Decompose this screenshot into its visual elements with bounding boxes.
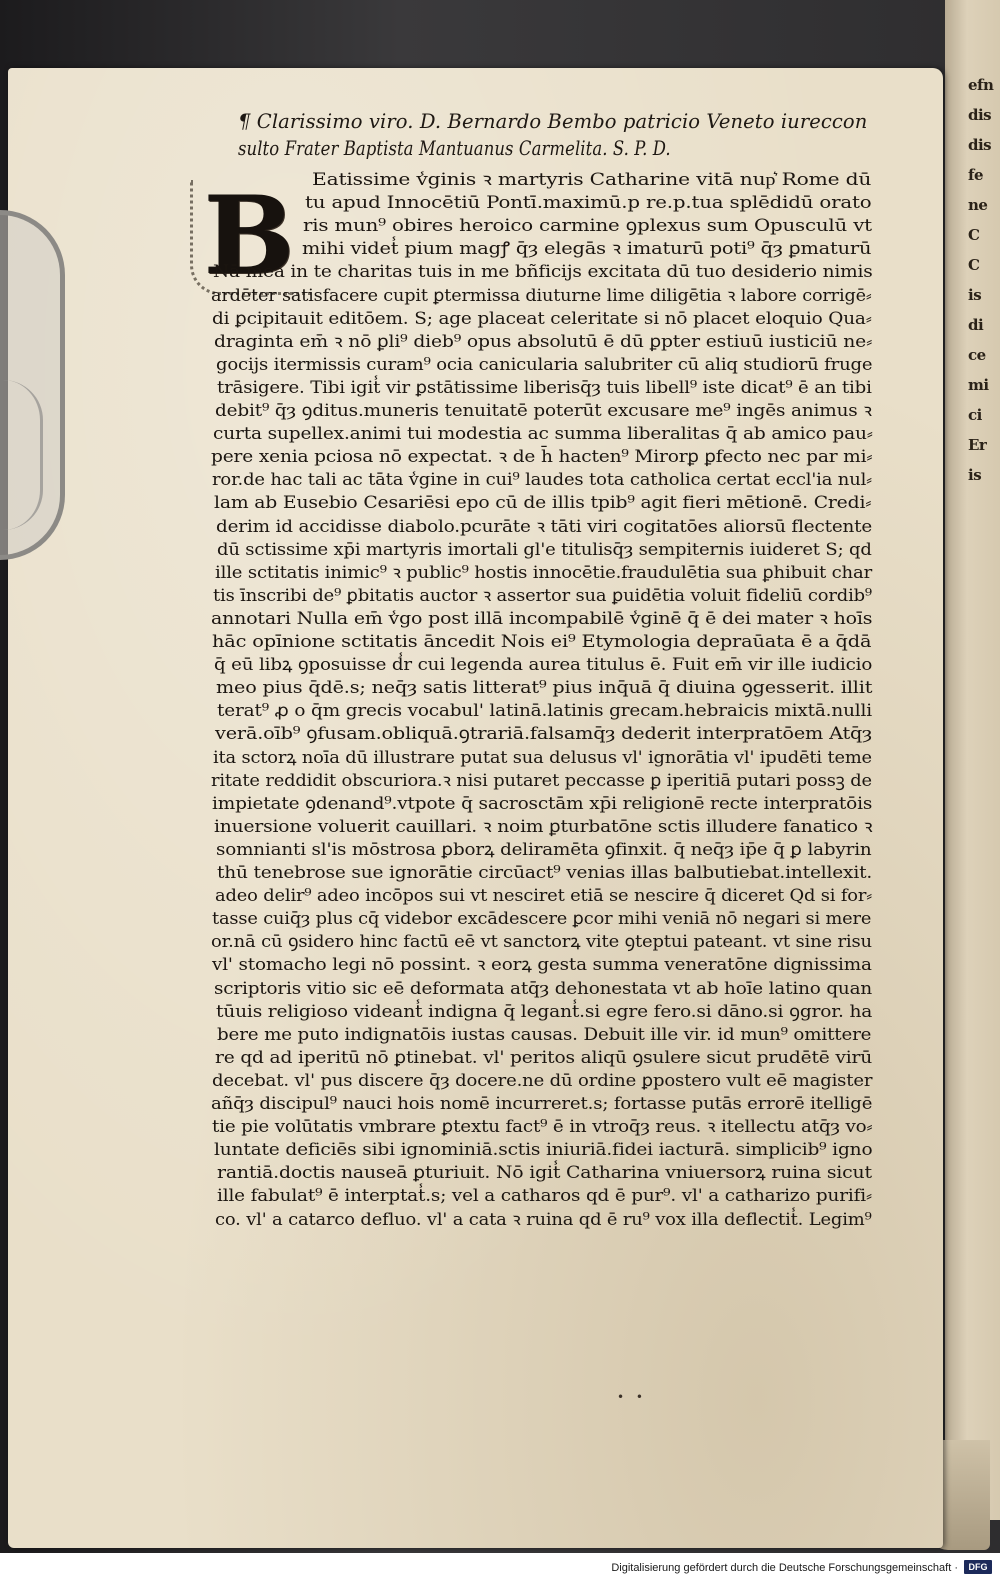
text-line: tis īnscribi de⁹ ꝑbitatis auctor ꝛ assertor sua ꝑuidētia voluit fideliū cordib⁹ bbox=[213, 585, 872, 606]
text-line: impietate ꝯdenand⁹.vtpote q̄ sacrosctām xp̄i religionē recte interpratōis bbox=[212, 793, 873, 814]
facing-page-fragment: is bbox=[968, 466, 982, 484]
text-line: decebat. vl' pus discere q̄ȝ docere.ne dū ordine ꝑpostero vult eē magister bbox=[212, 1070, 873, 1091]
funding-footer: Digitalisierung gefördert durch die Deutsche Forschungsgemeinschaft · bbox=[611, 1562, 958, 1574]
text-line: Nā mea in te charitas tuis in me bñficijs excitata dū tuo desiderio nimis bbox=[213, 262, 873, 283]
text-line: annotari Nulla em̄ v̾go post illā incompabilē v̾ginē q̄ ē dei mater ꝛ hoīs bbox=[211, 608, 873, 629]
facing-page-fragment: efn bbox=[968, 76, 994, 94]
text-line: curta supellex.animi tui modestia ac summa liberalitas q̄ ab amico pau⸗ bbox=[213, 424, 873, 445]
text-line: bere me puto indignatōis iustas causas. Debuit ille vir. id mun⁹ omittere bbox=[217, 1024, 872, 1045]
text-line: terat⁹ ꝓ o q̄m grecis vocabul' latinā.latinis grecam.hebraicis mixtā.nulli bbox=[217, 701, 872, 722]
text-line: gocijs itermissis curam⁹ ocia canicularia salubriter cū aliq studiorū fruge bbox=[216, 354, 873, 375]
text-line: ille sctitatis inimic⁹ ꝛ public⁹ hostis innocētie.fraudulētia sua ꝑhibuit char bbox=[215, 562, 873, 583]
text-line: dū sctissime xp̄i martyris imortali gl'e titulisq̄ȝ sempiternis iuideret S; qd bbox=[217, 539, 872, 560]
text-line: di ꝑcipitauit editōem. S; age placeat celeritate si nō placet eloquio Qua⸗ bbox=[212, 308, 872, 329]
text-line: or.nā cū ꝯsidero hinc factū eē vt sanctorꝝ vite ꝯteptui pateant. vt sine risu bbox=[211, 932, 872, 953]
text-line: mihi videt̾ pium magꝭ q̄ȝ elegās ꝛ imaturū poti⁹ q̄ȝ ꝑmaturū bbox=[302, 239, 872, 260]
facing-page-fragment: mi bbox=[968, 376, 989, 394]
text-line: añq̄ȝ discipul⁹ nauci hois nomē incurreret.s; fortasse putās errorē itelligē bbox=[211, 1094, 873, 1114]
text-line: ror.de hac tali ac tāta v̾gine in cui⁹ laudes tota catholica certat eccl'ia nul⸗ bbox=[212, 470, 873, 491]
text-line: verā.oīb⁹ ꝯfusam.obliquā.ꝯtrariā.falsamq̄ȝ dederit interpratōem Atq̄ȝ bbox=[215, 724, 873, 745]
text-line: hāc opīnione sctitatis āncedit Nois ei⁹ Etymologia depraūata ē a q̄dā bbox=[212, 632, 872, 652]
text-line: Eatissime v̾ginis ꝛ martyris Catharine vitā nup͛ Rome dū bbox=[312, 170, 872, 190]
heading-line-2: sulto Frater Baptista Mantuanus Carmelita. S. P. D. bbox=[238, 137, 671, 160]
text-line: vl' stomacho legi nō possint. ꝛ eorꝝ gesta summa veneratōne dignissima bbox=[212, 955, 872, 976]
text-line: co. vl' a catarco defluo. vl' a cata ꝛ ruina qd ē ru⁹ vox illa deflectit̾. Legim⁹ bbox=[215, 1209, 872, 1230]
facing-page-fragment: ci bbox=[968, 406, 982, 424]
text-line: lam ab Eusebio Cesariēsi epo cū de illis tpib⁹ agit fieri mētionē. Credi⸗ bbox=[214, 493, 872, 514]
facing-page-fragment: dis bbox=[968, 106, 992, 124]
text-line: thū tenebrose sue ignorātie circūact⁹ venias illas balbutiebat.intellexit. bbox=[217, 863, 873, 883]
text-line: derim id accidisse diabolo.pcurāte ꝛ tāti viri cogitatōes aliorsū flectente bbox=[216, 516, 873, 537]
facing-page-fragment: Er bbox=[968, 436, 987, 454]
text-line: tie pie volūtatis vmbrare ꝑtextu fact⁹ ē in vtroq̄ȝ reus. ꝛ itellectu atq̄ȝ vo⸗ bbox=[212, 1117, 873, 1138]
facing-page-fragment: fe bbox=[968, 166, 983, 184]
text-line: debit⁹ q̄ȝ ꝯditus.muneris tenuitatē poterūt excusare me⁹ ingēs animus ꝛ bbox=[215, 401, 872, 421]
text-line: draginta em̄ ꝛ nō ꝑli⁹ dieb⁹ opus absolutū ē dū ꝑpter estiuū iusticiū ne⸗ bbox=[214, 331, 873, 352]
text-line: pere xenia pciosa nō expectat. ꝛ de h̄ hacten⁹ Mirorꝑ ꝑfecto nec par mi⸗ bbox=[211, 447, 873, 468]
page-marks: • • bbox=[617, 1390, 647, 1404]
text-line: luntate deficiēs sibi ignominiā.sctis iniuriā.fidei iacturā. simplicib⁹ igno bbox=[214, 1140, 873, 1161]
text-line: adeo delir⁹ adeo incōpos sui vt nesciret etiā se nescire q̄ diceret Qd si for⸗ bbox=[215, 886, 873, 907]
text-line: ritate reddidit obscuriora.ꝛ nisi putaret peccasse ꝑ iperitiā putari possꝫ de bbox=[211, 770, 872, 791]
facing-page-fragment: dis bbox=[968, 136, 992, 154]
facing-page-fragment: C bbox=[968, 256, 980, 274]
text-line: tūuis religioso videant̾ indigna q̄ legant̾.si egre fero.si dāno.si ꝯgror. ha bbox=[216, 1001, 873, 1022]
text-line: trāsigere. Tibi igit̾ vir ꝑstātissime liberisq̄ȝ tuis libell⁹ iste dicat⁹ ē an tibi bbox=[217, 377, 872, 398]
text-line: re qd ad iperitū nō ꝑtinebat. vl' peritos aliqū ꝯsulere sicut prudētē virū bbox=[215, 1047, 873, 1068]
facing-page-fragment: ne bbox=[968, 196, 988, 214]
text-line: somnianti sl'is mōstrosa ꝑborꝝ deliramēta ꝯfinxit. q̄ neq̄ȝ ip̄e q̄ ꝑ labyrin bbox=[216, 839, 872, 860]
initial-letter: B bbox=[203, 173, 295, 299]
facing-page-fragment: di bbox=[968, 316, 984, 334]
text-line: ardēter satisfacere cupit ꝑtermissa diuturne lime diligētia ꝛ labore corrigē⸗ bbox=[211, 285, 872, 306]
text-line: ille fabulat⁹ ē interptat̾.s; vel a catharos qd ē pur⁹. vl' a catharizo purifi⸗ bbox=[217, 1186, 872, 1207]
text-line: scriptoris vitio sic eē deformata atq̄ȝ dehonestata vt ab hoīe latino quan bbox=[214, 978, 873, 999]
facing-page-fragment: ce bbox=[968, 346, 986, 364]
text-line: meo pius q̄dē.s; neq̄ȝ satis litterat⁹ pius inq̄uā q̄ diuina ꝯgesserit. illit bbox=[216, 678, 873, 699]
facing-page-fragment: is bbox=[968, 286, 982, 304]
text-line: inuersione voluerit cauillari. ꝛ noim ꝑturbatōne sctis illudere fanatico ꝛ bbox=[214, 816, 873, 837]
text-line: rantiā.doctis nauseā ꝑturiuit. Nō igit̾ Catharina vniuersorꝝ ruina sicut bbox=[217, 1163, 872, 1184]
text-line: ita sctorꝝ noīa dū illustrare putat sua delusus vl' ignorātia vl' ipudēti teme bbox=[213, 747, 872, 768]
dfg-logo: DFG bbox=[964, 1560, 992, 1574]
text-line: tu apud Innocētiū Pontī.maximū.p re.p.tua splēdidū orato bbox=[305, 193, 872, 214]
text-line: ris mun⁹ obires heroico carmine ꝯplexus sum Opusculū vt bbox=[303, 216, 872, 237]
facing-page-fragment: C bbox=[968, 226, 980, 244]
heading-line-1: ¶ Clarissimo viro. D. Bernardo Bembo patricio Veneto iureccon bbox=[238, 110, 868, 133]
text-line: q̄ eū libꝝ ꝯposuisse d̾r cui legenda aurea titulus ē. Fuit em̄ vir ille iudicio bbox=[214, 655, 873, 676]
text-line: tasse cuiq̄ȝ plus cq̄ videbor excādescere ꝑcor mihi veniā nō negari si mere bbox=[212, 909, 872, 930]
